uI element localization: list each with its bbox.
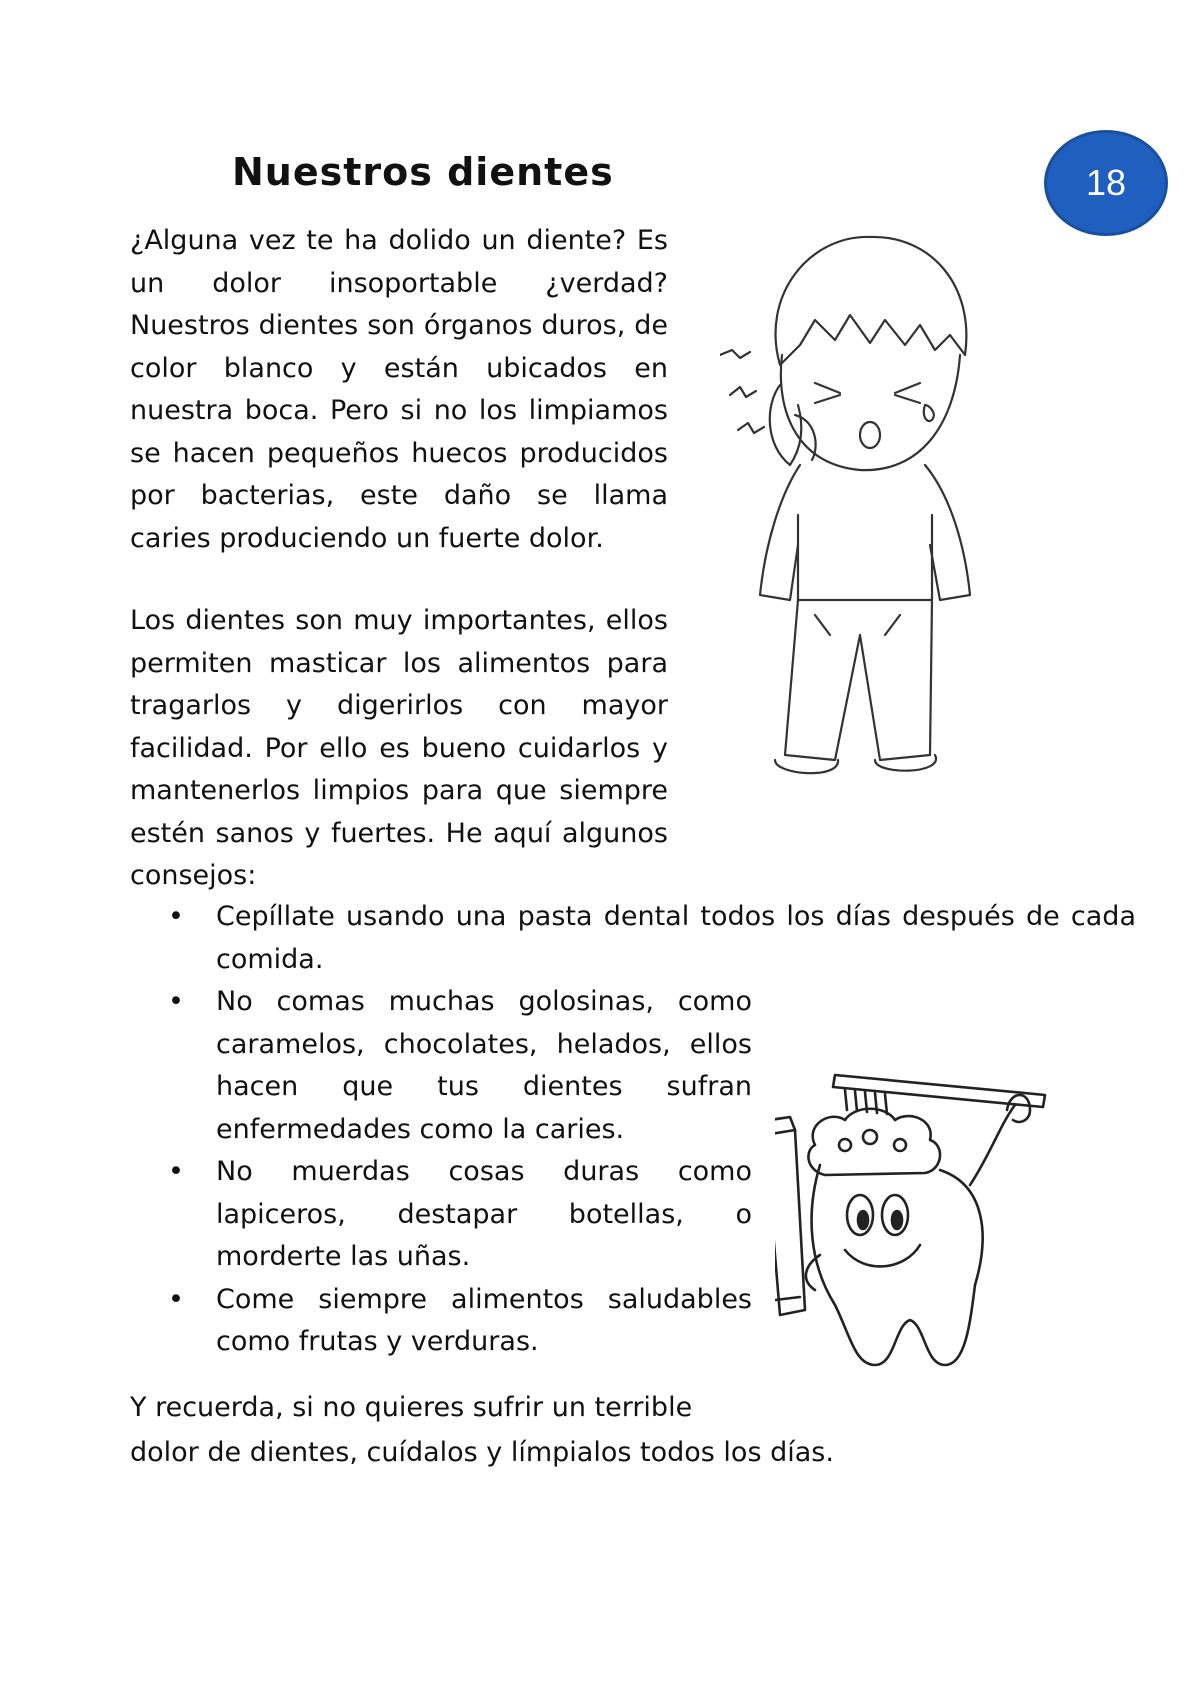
tip-text: Cepíllate usando una pasta dental todos los días después de cada comida.: [216, 901, 1136, 975]
page-title: Nuestros dientes: [232, 150, 614, 194]
tooth-with-toothbrush-drawing: [775, 1065, 1135, 1385]
tip-text: No muerdas cosas duras como lapiceros, destapar botellas, o morderte las uñas.: [216, 1156, 752, 1272]
bullet: •: [168, 1156, 184, 1187]
boy-with-toothache-drawing: [720, 215, 1000, 835]
importance-paragraph: Los dientes son muy importantes, ellos permiten masticar los alimentos para tragarlos y digerirlos con mayor facilidad. Por ello es bueno cuidarlos y mantenerlos limpios para que siempre estén sanos y fuertes. He aquí algunos consejos:: [130, 605, 668, 891]
list-item: [130, 981, 752, 1151]
closing-text: [130, 1385, 910, 1475]
list-item: [130, 896, 1136, 981]
tip-text: No comas muchas golosinas, como caramelos, chocolates, helados, ellos hacen que tus dientes sufran enfermedades como la caries.: [216, 986, 752, 1145]
closing-line: Y recuerda, si no quieres sufrir un terrible: [130, 1392, 693, 1423]
bullet: •: [168, 901, 184, 932]
bullet: •: [168, 1283, 184, 1315]
bullet: •: [168, 986, 184, 1017]
closing-line: dolor de dientes, cuídalos y límpialos todos los días.: [130, 1437, 834, 1468]
page-number-badge: 18: [1044, 130, 1168, 236]
list-item: [130, 1151, 752, 1279]
tip-text: Come siempre alimentos saludables como frutas y verduras.: [216, 1283, 752, 1357]
list-item: [130, 1279, 752, 1364]
intro-paragraph: ¿Alguna vez te ha dolido un diente? Es un dolor insoportable ¿verdad? Nuestros dientes son órganos duros, de color blanco y están ubicados en nuestra boca. Pero si no los limpiamos se hacen pequeños huecos producidos por bacterias, este daño se llama caries produciendo un fuerte dolor.: [130, 225, 668, 554]
